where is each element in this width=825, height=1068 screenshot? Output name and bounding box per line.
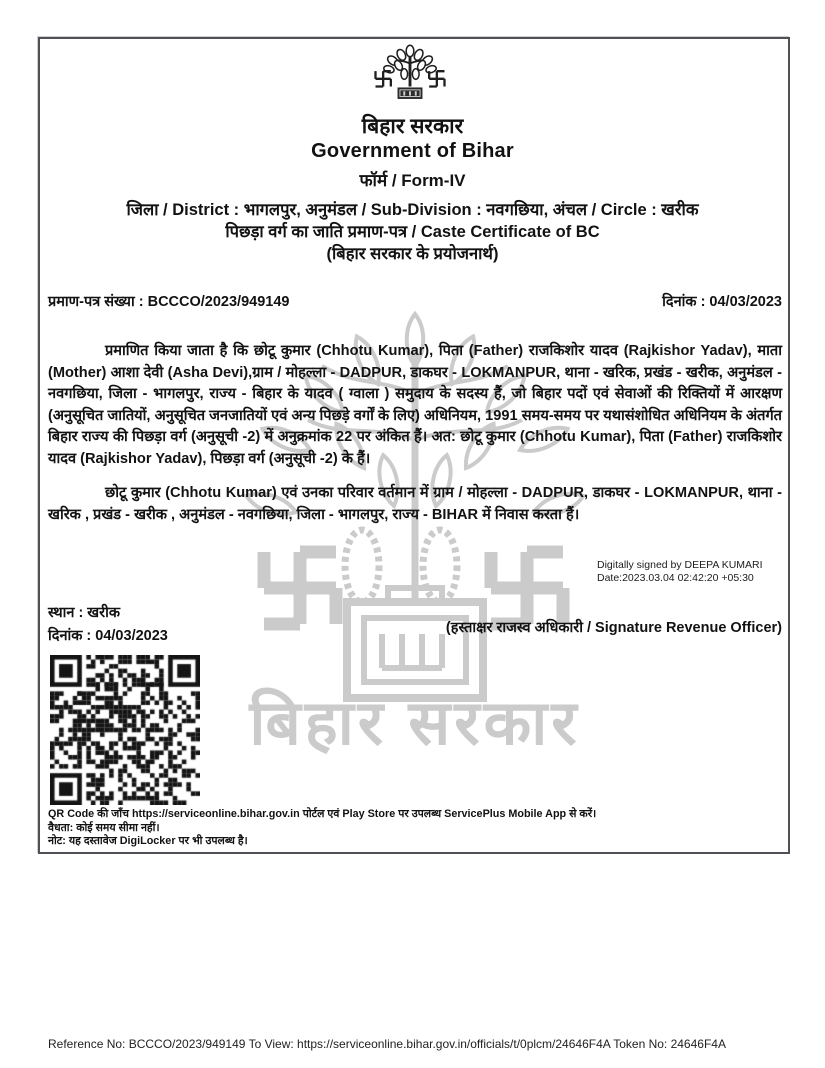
certificate-title: पिछड़ा वर्ग का जाति प्रमाण-पत्र / Caste Certificate of BC <box>225 223 600 241</box>
emblem-swastika-right <box>429 71 444 86</box>
certificate-paragraph-2: छोटू कुमार (Chhotu Kumar) एवं उनका परिवार वर्तमान में ग्राम / मोहल्ला - DADPUR, डाकघर - LOKMANPUR, थाना - खरिक , प्रखंड - खरीक , अनुमंडल - नवगछिया, जिला - भागलपुर, राज्य - BIHAR में निवास करता हैं। <box>48 485 782 523</box>
certificate-number: प्रमाण-पत्र संख्या : BCCCO/2023/949149 <box>48 294 290 310</box>
revenue-officer-line: (हस्ताक्षर राजस्व अधिकारी / Signature Revenue Officer) <box>445 620 782 636</box>
watermark-text: बिहार सरकार <box>249 689 581 758</box>
digital-signature-line2: Date:2023.03.04 02:42:20 +05:30 <box>597 572 754 584</box>
signature-date-line: दिनांक : 04/03/2023 <box>48 628 168 644</box>
watermark-swastika-right <box>491 552 563 624</box>
org-name-hindi: बिहार सरकार <box>361 115 464 138</box>
footer-notes <box>48 808 596 849</box>
digital-signature-block <box>597 559 763 585</box>
watermark-swastika-left <box>264 552 336 624</box>
reference-line: Reference No: BCCCO/2023/949149 To View: https://serviceonline.bihar.gov.in/officials/t/0plcm/24646F4A Token No: 24646F4A <box>48 1037 726 1051</box>
certificate-paragraph-1: प्रमाणित किया जाता है कि छोटू कुमार (Chhotu Kumar), पिता (Father) राजकिशोर यादव (Rajkishor Yadav), माता (Mother) आशा देवी (Asha Devi),ग्राम / मोहल्ला - DADPUR, डाकघर - LOKMANPUR, थाना - खरिक, प्रखंड - खरीक, अनुमंडल - नवगछिया, जिला - भागलपुर, राज्य - बिहार के यादव ( ग्वाला ) समुदाय के सदस्य हैं, जो बिहार पदों एवं सेवाओं की रिक्तियों में आरक्षण (अनुसूचित जातियों, अनुसूचित जनजातियों एवं अन्य पिछड़े वर्गों के लिए) अधिनियम, 1991 समय-समय पर यथासंशोधित अधिनियम के अंतर्गत बिहार राज्य की पिछड़ा वर्ग (अनुसूची -2) में अनुक्रमांक 22 पर अंकित हैं। अत: छोटू कुमार (Chhotu Kumar), पिता (Father) राजकिशोर यादव (Rajkishor Yadav), पिछड़ा वर्ग (अनुसूची -2) के हैं। <box>48 343 782 467</box>
qr-code <box>50 655 200 805</box>
emblem-swastika-left <box>376 71 391 86</box>
place-line: स्थान : खरीक <box>48 605 120 621</box>
meta-row <box>48 291 782 311</box>
digilocker-note: नोट: यह दस्तावेज DigiLocker पर भी उपलब्ध है। <box>48 835 248 847</box>
form-number: फॉर्म / Form-IV <box>359 171 466 190</box>
purpose-line: (बिहार सरकार के प्रयोजनार्थ) <box>326 245 499 263</box>
bihar-emblem-icon <box>364 44 456 106</box>
digital-signature-line1: Digitally signed by DEEPA KUMARI <box>597 559 763 571</box>
district-line: जिला / District : भागलपुर, अनुमंडल / Sub-Division : नवगछिया, अंचल / Circle : खरीक <box>126 201 699 219</box>
validity-note: वैधता: कोई समय सीमा नहीं। <box>48 821 160 834</box>
org-name-english: Government of Bihar <box>311 140 514 162</box>
issue-date: दिनांक : 04/03/2023 <box>662 294 782 310</box>
title-block <box>0 199 825 265</box>
qr-check-note: QR Code की जाँच https://serviceonline.bihar.gov.in पोर्टल एवं Play Store पर उपलब्ध ServicePlus Mobile App से करें। <box>48 808 597 820</box>
